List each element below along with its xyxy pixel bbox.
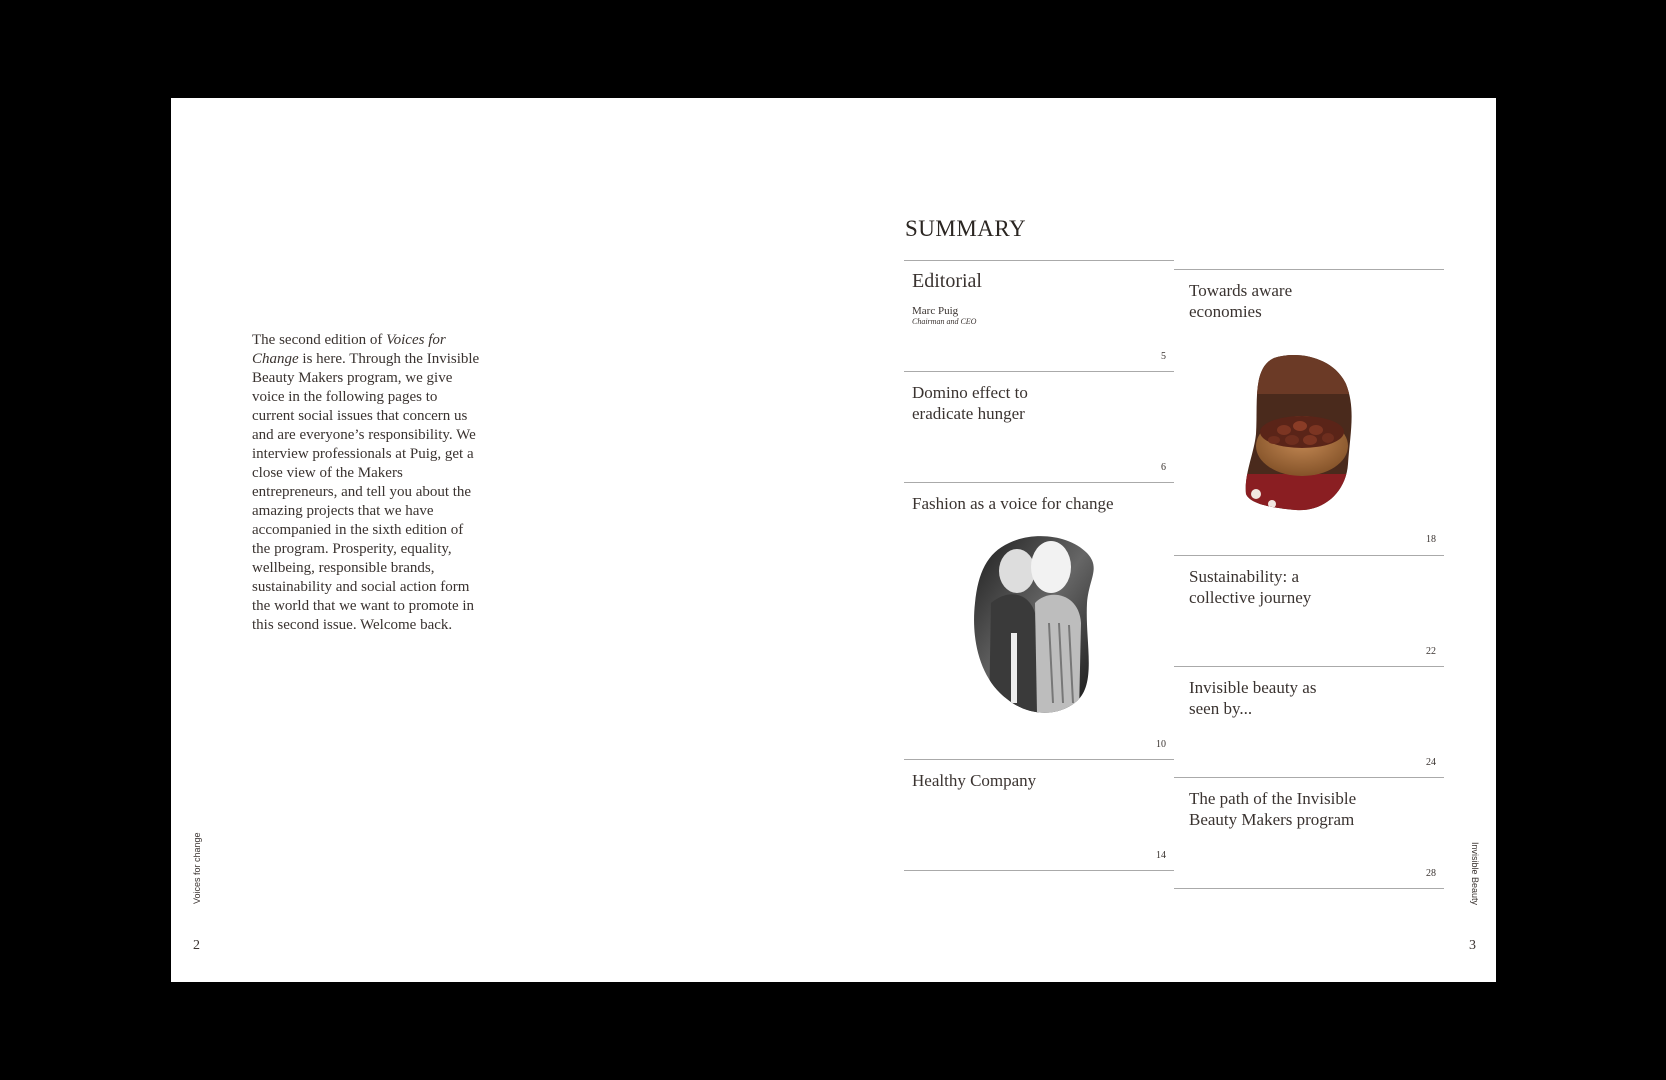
toc-author: Marc Puig bbox=[912, 305, 959, 317]
right-running-title: Invisible Beauty bbox=[1470, 842, 1480, 906]
toc-page-domino: 6 bbox=[1161, 462, 1166, 473]
toc-page-editorial: 5 bbox=[1161, 351, 1166, 362]
magazine-spread bbox=[171, 98, 1496, 982]
toc-title-invisible: Invisible beauty as seen by... bbox=[1189, 678, 1317, 718]
toc-title-healthy: Healthy Company bbox=[912, 771, 1037, 790]
left-running-title: Voices for change bbox=[192, 832, 202, 904]
toc-page-invisible: 24 bbox=[1426, 757, 1436, 768]
toc-page-fashion: 10 bbox=[1156, 739, 1166, 750]
cocoa-photo bbox=[1244, 354, 1354, 514]
toc-item-sustainability[interactable] bbox=[1174, 555, 1444, 667]
toc-item-invisible[interactable] bbox=[1174, 666, 1444, 778]
toc-page-towards: 18 bbox=[1426, 534, 1436, 545]
toc-title-path: The path of the Invisible Beauty Makers program bbox=[1189, 789, 1357, 829]
toc-item-fashion[interactable] bbox=[904, 482, 1174, 760]
toc-item-path[interactable] bbox=[1174, 777, 1444, 889]
intro-paragraph bbox=[252, 331, 482, 635]
toc-title-towards: Towards aware economies bbox=[1189, 281, 1293, 321]
left-page-number: 2 bbox=[193, 938, 200, 953]
left-column-bottom-rule bbox=[904, 870, 1174, 871]
toc-title-sustainability: Sustainability: a collective journey bbox=[1189, 567, 1312, 607]
intro-body: is here. Through the Invisible Beauty Makers program, we give voice in the following pages to current social issues that concern us and are everyone’s responsibility. We interview professionals at Puig, get a close view of the Makers entrepreneurs, and tell you about the amazing projects that we have accompanied in the sixth edition of the program. Prosperity, equality, wellbeing, responsible brands, sustainability and social action form the world that we want to promote in this second issue. Welcome back. bbox=[252, 351, 480, 633]
toc-item-domino[interactable] bbox=[904, 371, 1174, 483]
toc-author-role: Chairman and CEO bbox=[912, 317, 977, 326]
right-page-number: 3 bbox=[1469, 938, 1476, 953]
right-column-bottom-rule bbox=[1174, 888, 1444, 889]
toc-item-healthy[interactable] bbox=[904, 759, 1174, 871]
toc-item-towards[interactable] bbox=[1174, 269, 1444, 556]
toc-page-path: 28 bbox=[1426, 868, 1436, 879]
summary-title: SUMMARY bbox=[905, 216, 1027, 241]
toc-item-editorial[interactable] bbox=[904, 260, 1174, 372]
intro-italic-title: Voices for Change bbox=[252, 332, 446, 367]
toc-title-editorial: Editorial bbox=[912, 270, 982, 292]
toc-page-sustainability: 22 bbox=[1426, 646, 1436, 657]
intro-prefix: The second edition of bbox=[252, 332, 387, 348]
fashion-photo bbox=[969, 533, 1099, 713]
toc-title-domino: Domino effect to eradicate hunger bbox=[912, 383, 1028, 423]
toc-page-healthy: 14 bbox=[1156, 850, 1166, 861]
toc-title-fashion: Fashion as a voice for change bbox=[912, 494, 1114, 513]
